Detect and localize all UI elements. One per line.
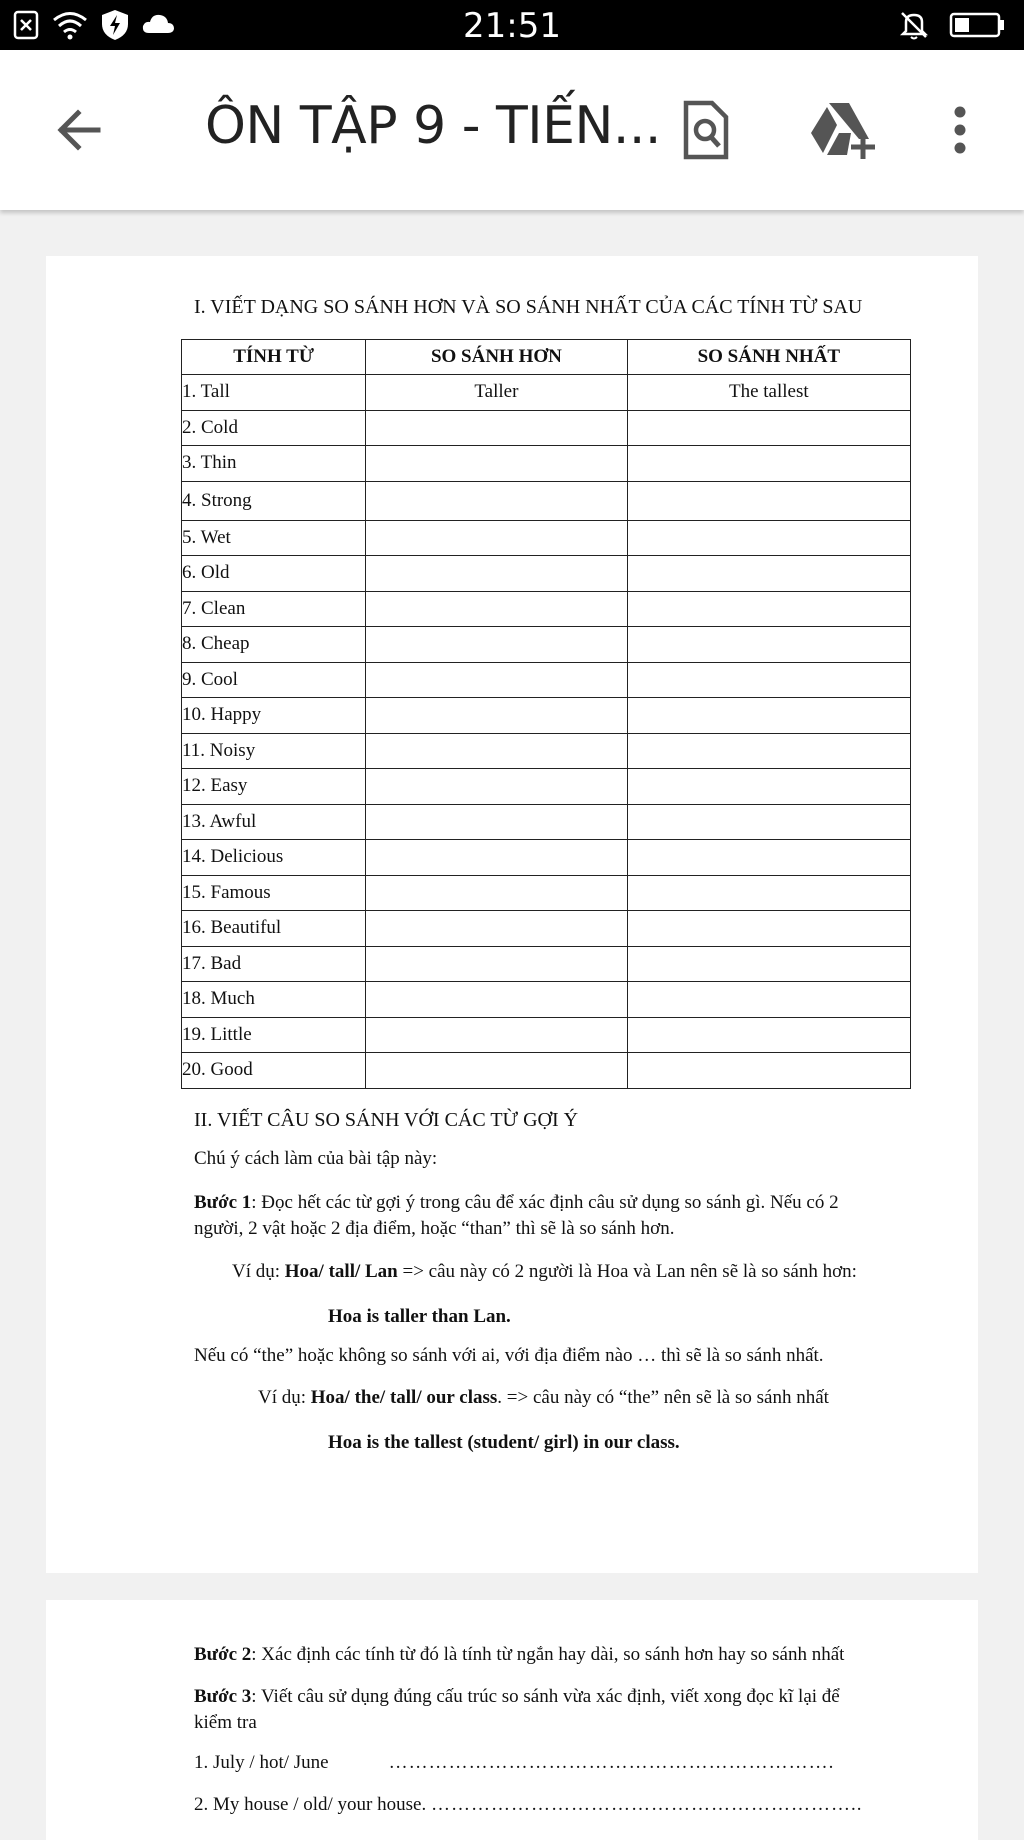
comparative-cell [366, 698, 627, 734]
step-2-label: Bước 2 [194, 1644, 252, 1665]
comparative-cell: Taller [366, 375, 627, 411]
header-comparative: SO SÁNH HƠN [366, 340, 627, 375]
adjective-cell: 4. Strong [182, 481, 366, 520]
document-page-2 [46, 1600, 978, 1840]
comparative-cell [366, 410, 627, 446]
more-options-button[interactable] [920, 90, 1000, 170]
superlative-cell [627, 911, 910, 947]
adjective-cell: 19. Little [182, 1017, 366, 1053]
adjective-cell: 3. Thin [182, 446, 366, 482]
adjective-cell: 6. Old [182, 556, 366, 592]
comparative-cell [366, 911, 627, 947]
comparative-cell [366, 446, 627, 482]
table-row [182, 769, 911, 805]
comparative-cell [366, 840, 627, 876]
superlative-cell [627, 769, 910, 805]
table-row [182, 375, 911, 411]
superlative-cell [627, 481, 910, 520]
superlative-cell [627, 804, 910, 840]
adjective-table [181, 339, 911, 1089]
step-2-text [194, 1642, 844, 1668]
adjective-cell: 8. Cheap [182, 627, 366, 663]
mute-icon [898, 9, 930, 41]
status-bar [0, 0, 1024, 50]
question-2 [194, 1794, 862, 1816]
superlative-cell [627, 1053, 910, 1089]
comparative-cell [366, 946, 627, 982]
comparative-cell [366, 662, 627, 698]
example-1 [232, 1261, 857, 1283]
table-row [182, 946, 911, 982]
app-bar [0, 50, 1024, 210]
table-row [182, 446, 911, 482]
comparative-cell [366, 875, 627, 911]
question-1-text: 1. July / hot/ June [194, 1752, 329, 1773]
back-arrow-icon [54, 104, 106, 156]
header-adjective: TÍNH TỪ [182, 340, 366, 375]
document-title: ÔN TẬP 9 - TIẾN... [205, 96, 661, 156]
comparative-cell [366, 591, 627, 627]
add-to-drive-button[interactable] [802, 90, 882, 170]
table-row [182, 410, 911, 446]
superlative-cell [627, 946, 910, 982]
step-2-body: : Xác định các tính từ đó là tính từ ngắn hay dài, so sánh hơn hay so sánh nhất [251, 1644, 845, 1665]
add-to-drive-icon [807, 99, 877, 161]
adjective-cell: 7. Clean [182, 591, 366, 627]
adjective-cell: 18. Much [182, 982, 366, 1018]
adjective-cell: 2. Cold [182, 410, 366, 446]
example-2-answer: Hoa is the tallest (student/ girl) in our class. [328, 1432, 680, 1453]
search-document-icon [680, 99, 732, 161]
superlative-cell [627, 410, 910, 446]
table-row [182, 481, 911, 520]
comparative-cell [366, 1053, 627, 1089]
step-1-label: Bước 1 [194, 1192, 252, 1213]
example-1-hint: Hoa/ tall/ Lan [284, 1261, 398, 1282]
table-row [182, 804, 911, 840]
superlative-cell [627, 840, 910, 876]
comparative-cell [366, 627, 627, 663]
rule-superlative: Nếu có “the” hoặc không so sánh với ai, với địa điểm nào … thì sẽ là so sánh nhất. [194, 1345, 824, 1366]
table-row [182, 698, 911, 734]
adjective-cell: 15. Famous [182, 875, 366, 911]
table-row [182, 875, 911, 911]
superlative-cell: The tallest [627, 375, 910, 411]
adjective-cell: 1. Tall [182, 375, 366, 411]
table-row [182, 911, 911, 947]
clock: 21:51 [463, 6, 561, 46]
example-2 [258, 1387, 829, 1409]
example-2-prefix: Ví dụ: [258, 1387, 311, 1408]
back-button[interactable] [40, 90, 120, 170]
comparative-cell [366, 481, 627, 520]
question-2-text: 2. My house / old/ your house. [194, 1794, 431, 1815]
adjective-cell: 5. Wet [182, 520, 366, 556]
table-row [182, 982, 911, 1018]
step-3-label: Bước 3 [194, 1686, 252, 1707]
section-1-title: I. VIẾT DẠNG SO SÁNH HƠN VÀ SO SÁNH NHẤT CỦA CÁC TÍNH TỪ SAU [194, 296, 863, 318]
more-vert-icon [950, 104, 970, 156]
table-row [182, 520, 911, 556]
table-row [182, 1017, 911, 1053]
comparative-cell [366, 804, 627, 840]
battery-icon [948, 9, 1008, 41]
superlative-cell [627, 875, 910, 911]
question-1 [194, 1752, 834, 1774]
answer-line-2[interactable]: ……………………………………………………….. [430, 1794, 863, 1815]
table-row [182, 1053, 911, 1089]
example-2-hint: Hoa/ the/ tall/ our class [310, 1387, 498, 1408]
superlative-cell [627, 446, 910, 482]
adjective-cell: 12. Easy [182, 769, 366, 805]
find-in-document-button[interactable] [666, 90, 746, 170]
table-row [182, 840, 911, 876]
answer-line-1[interactable]: …………………………………………………………. [388, 1752, 835, 1773]
table-row [182, 591, 911, 627]
step-3-text [194, 1684, 866, 1736]
adjective-cell: 17. Bad [182, 946, 366, 982]
adjective-cell: 9. Cool [182, 662, 366, 698]
table-row [182, 627, 911, 663]
adjective-cell: 16. Beautiful [182, 911, 366, 947]
comparative-cell [366, 556, 627, 592]
adjective-cell: 14. Delicious [182, 840, 366, 876]
superlative-cell [627, 698, 910, 734]
superlative-cell [627, 662, 910, 698]
comparative-cell [366, 520, 627, 556]
step-1-text [194, 1190, 854, 1242]
superlative-cell [627, 591, 910, 627]
table-row [182, 556, 911, 592]
table-header-row [182, 340, 911, 375]
superlative-cell [627, 556, 910, 592]
example-1-explanation: => câu này có 2 người là Hoa và Lan nên sẽ là so sánh hơn: [397, 1261, 857, 1282]
superlative-cell [627, 627, 910, 663]
adjective-cell: 13. Awful [182, 804, 366, 840]
adjective-cell: 20. Good [182, 1053, 366, 1089]
table-row [182, 662, 911, 698]
comparative-cell [366, 769, 627, 805]
adjective-cell: 10. Happy [182, 698, 366, 734]
superlative-cell [627, 1017, 910, 1053]
example-1-prefix: Ví dụ: [232, 1261, 285, 1282]
superlative-cell [627, 982, 910, 1018]
header-superlative: SO SÁNH NHẤT [627, 340, 910, 375]
document-page-1 [46, 256, 978, 1573]
superlative-cell [627, 733, 910, 769]
adjective-cell: 11. Noisy [182, 733, 366, 769]
step-3-body: : Viết câu sử dụng đúng cấu trúc so sánh vừa xác định, viết xong đọc kĩ lại để kiểm tra [194, 1686, 840, 1733]
step-1-body: : Đọc hết các từ gợi ý trong câu để xác định câu sử dụng so sánh gì. Nếu có 2 người, 2 vật hoặc 2 địa điểm, hoặc “than” thì sẽ là so sánh hơn. [194, 1192, 839, 1239]
comparative-cell [366, 733, 627, 769]
example-1-answer: Hoa is taller than Lan. [328, 1306, 511, 1327]
comparative-cell [366, 1017, 627, 1053]
example-2-explanation: . => câu này có “the” nên sẽ là so sánh nhất [497, 1387, 829, 1408]
superlative-cell [627, 520, 910, 556]
section-2-title: II. VIẾT CÂU SO SÁNH VỚI CÁC TỪ GỢI Ý [194, 1109, 579, 1131]
comparative-cell [366, 982, 627, 1018]
table-row [182, 733, 911, 769]
note-text: Chú ý cách làm của bài tập này: [194, 1148, 438, 1169]
